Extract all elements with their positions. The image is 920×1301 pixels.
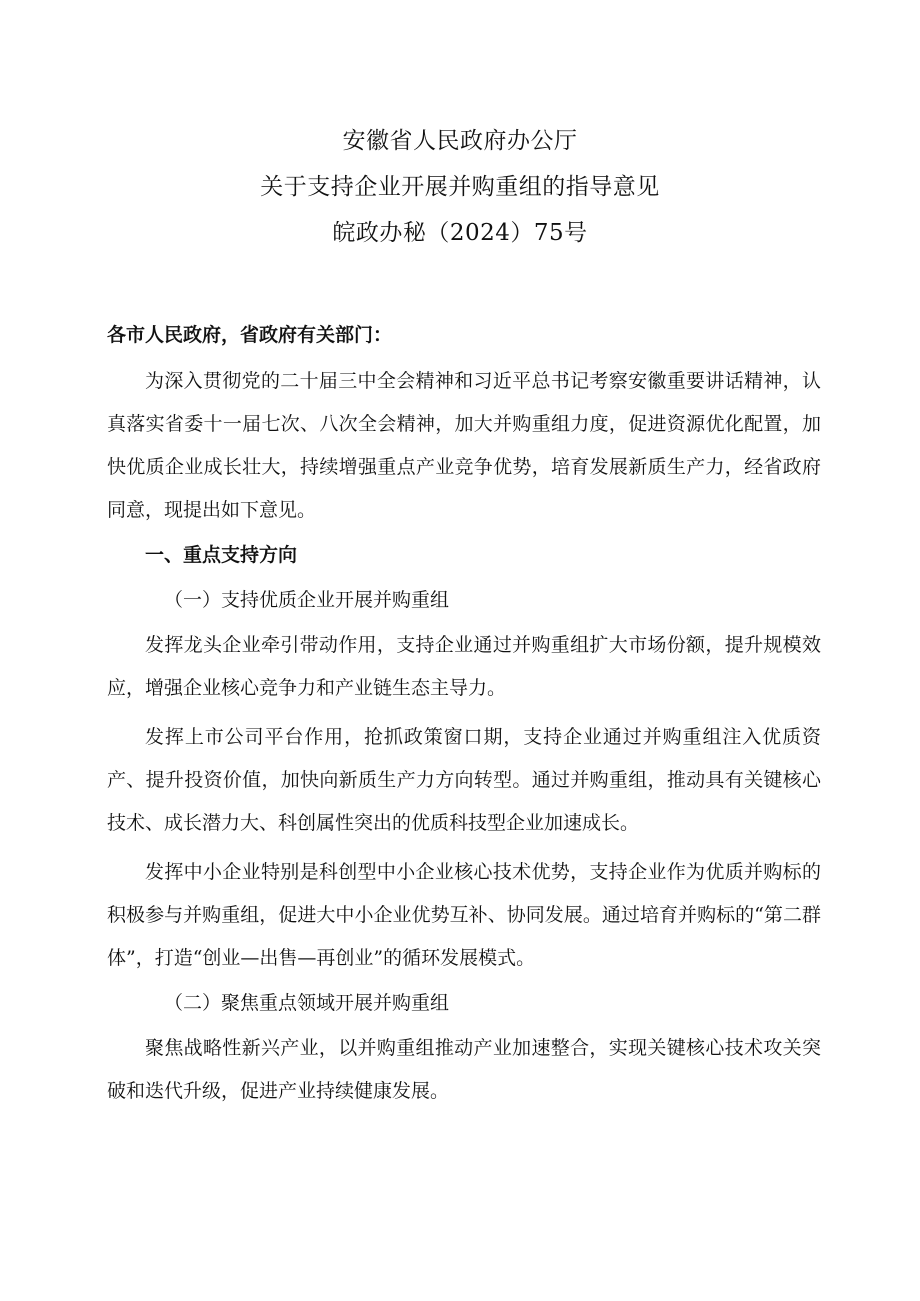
- subsection-heading-1: （一）支持优质企业开展并购重组: [164, 589, 450, 611]
- document-number: 皖政办秘（2024）75号: [332, 220, 588, 246]
- paragraph-sme: 发挥中小企业特别是科创型中小企业核心技术优势，支持企业作为优质并购标的积极参与并购重组，促进大中小企业优势互补、协同发展。通过培育并购标的“第二群体”，打造“创业—出售—再创业”的循环发展模式。: [107, 861, 821, 969]
- intro-paragraph: 为深入贯彻党的二十届三中全会精神和习近平总书记考察安徽重要讲话精神，认真落实省委十一届七次、八次全会精神，加大并购重组力度，促进资源优化配置，加快优质企业成长壮大，持续增强重点产业竞争优势，培育发展新质生产力，经省政府同意，现提出如下意见。: [107, 370, 821, 521]
- document-title-block: [0, 118, 920, 256]
- document-title: 关于支持企业开展并购重组的指导意见: [260, 174, 660, 200]
- subsection-heading-2: （二）聚焦重点领域开展并购重组: [164, 992, 450, 1014]
- paragraph-listed-companies: 发挥上市公司平台作用，抢抓政策窗口期，支持企业通过并购重组注入优质资产、提升投资价值，加快向新质生产力方向转型。通过并购重组，推动具有关键核心技术、成长潜力大、科创属性突出的优质科技型企业加速成长。: [107, 726, 821, 834]
- paragraph-strategic-industries: 聚焦战略性新兴产业，以并购重组推动产业加速整合，实现关键核心技术攻关突破和迭代升级，促进产业持续健康发展。: [107, 1037, 821, 1102]
- salutation: 各市人民政府，省政府有关部门：: [107, 324, 393, 346]
- document-body: [107, 316, 821, 1113]
- section-heading-1: 一、重点支持方向: [145, 544, 298, 566]
- issuer-title: 安徽省人民政府办公厅: [342, 128, 578, 154]
- paragraph-leading-enterprises: 发挥龙头企业牵引带动作用，支持企业通过并购重组扩大市场份额，提升规模效应，增强企业核心竞争力和产业链生态主导力。: [107, 634, 821, 699]
